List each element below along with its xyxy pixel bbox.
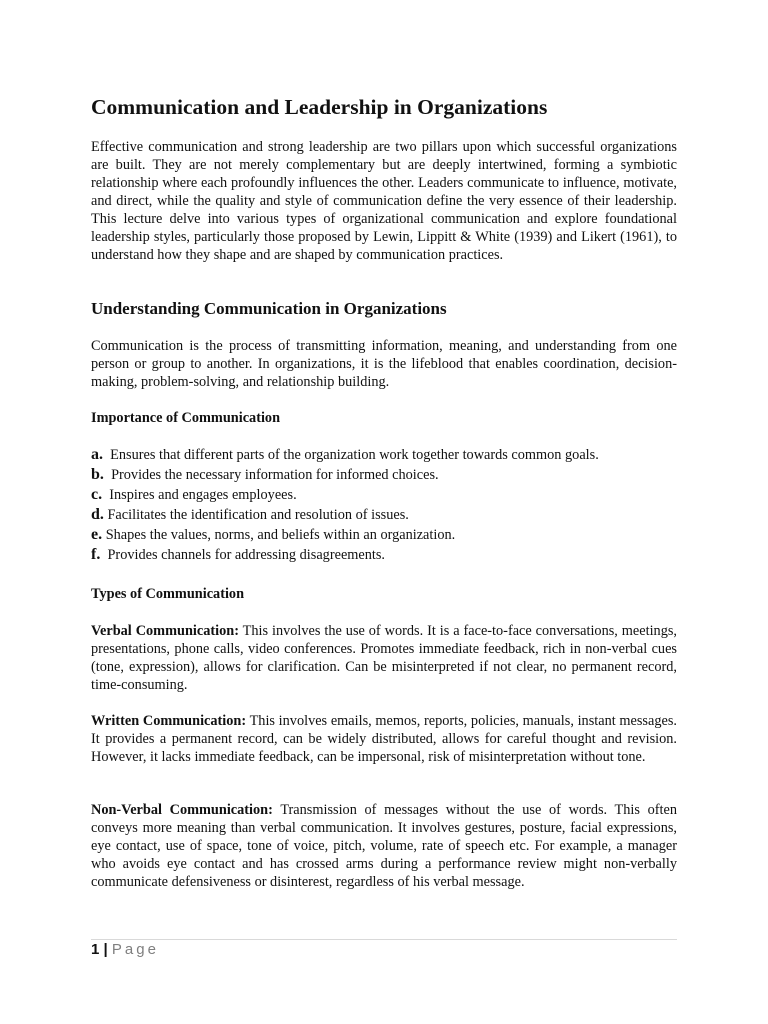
- document-title: Communication and Leadership in Organizations: [91, 95, 548, 119]
- list-item-text: Inspires and engages employees.: [109, 487, 297, 503]
- list-marker: d.: [91, 506, 104, 523]
- importance-list: [91, 445, 677, 565]
- verbal-text: This involves the use of words. It is a face-to-face conversations, meetings, presentations, phone calls, video conferences. Promotes immediate feedback, rich in non-verbal cues (tone, expression), allows for clarification. Can be misinterpreted if not clear, no permanent record, time-consuming.: [91, 623, 677, 693]
- list-item: [91, 485, 677, 505]
- nonverbal-lead: Non-Verbal Communication:: [91, 802, 273, 818]
- list-item: [91, 505, 677, 525]
- footer-separator: |: [103, 941, 108, 958]
- list-item: [91, 545, 677, 565]
- section-heading-understanding: Understanding Communication in Organizations: [91, 299, 447, 318]
- nonverbal-text: Transmission of messages without the use of words. This often conveys more meaning than verbal communication. It involves gestures, posture, facial expressions, eye contact, use of space, tone of voice, pitch, volume, rate of speech etc. For example, a manager who avoids eye contact and has crossed arms during a performance review might non-verbally communicate defensiveness or disinterest, regardless of his verbal message.: [91, 802, 677, 890]
- list-item-text: Shapes the values, norms, and beliefs within an organization.: [105, 527, 456, 543]
- list-marker: c.: [91, 486, 103, 503]
- footer-divider: [91, 939, 677, 940]
- list-marker: f.: [91, 546, 101, 563]
- written-paragraph: [91, 712, 677, 766]
- page-footer: [91, 940, 159, 960]
- list-item-text: Provides the necessary information for informed choices.: [111, 467, 439, 483]
- page-label: Page: [111, 941, 159, 958]
- nonverbal-paragraph: [91, 801, 677, 891]
- list-item-text: Facilitates the identification and resolution of issues.: [107, 507, 409, 523]
- list-item: [91, 465, 677, 485]
- page-number: 1: [91, 941, 100, 958]
- intro-paragraph: Effective communication and strong leadership are two pillars upon which successful organizations are built. They are not merely complementary but are deeply intertwined, forming a symbiotic relationship where each profoundly influences the other. Leaders communicate to influence, motivate, and direct, while the quality and style of communication define the very essence of their leadership. This lecture delve into various types of organizational communication and explore foundational leadership styles, particularly those proposed by Lewin, Lippitt & White (1939) and Likert (1961), to understand how they shape and are shaped by communication practices.: [91, 139, 677, 263]
- written-lead: Written Communication:: [91, 713, 247, 729]
- subheading-importance: Importance of Communication: [91, 410, 281, 426]
- list-item-text: Provides channels for addressing disagreements.: [107, 547, 386, 563]
- list-item-text: Ensures that different parts of the organization work together towards common goals.: [110, 447, 599, 463]
- list-item: [91, 445, 677, 465]
- list-marker: e.: [91, 526, 103, 543]
- verbal-paragraph: [91, 622, 677, 694]
- list-marker: a.: [91, 446, 103, 463]
- verbal-lead: Verbal Communication:: [91, 623, 239, 639]
- list-marker: b.: [91, 466, 104, 483]
- subheading-types: Types of Communication: [91, 586, 245, 602]
- written-text: This involves emails, memos, reports, policies, manuals, instant messages. It provides a permanent record, can be widely distributed, allows for careful thought and revision. However, it lacks immediate feedback, can be impersonal, risk of misinterpretation without tone.: [91, 713, 677, 765]
- list-item: [91, 525, 677, 545]
- section-paragraph-understanding: Communication is the process of transmitting information, meaning, and understanding from one person or group to another. In organizations, it is the lifeblood that enables coordination, decision-making, problem-solving, and relationship building.: [91, 338, 677, 390]
